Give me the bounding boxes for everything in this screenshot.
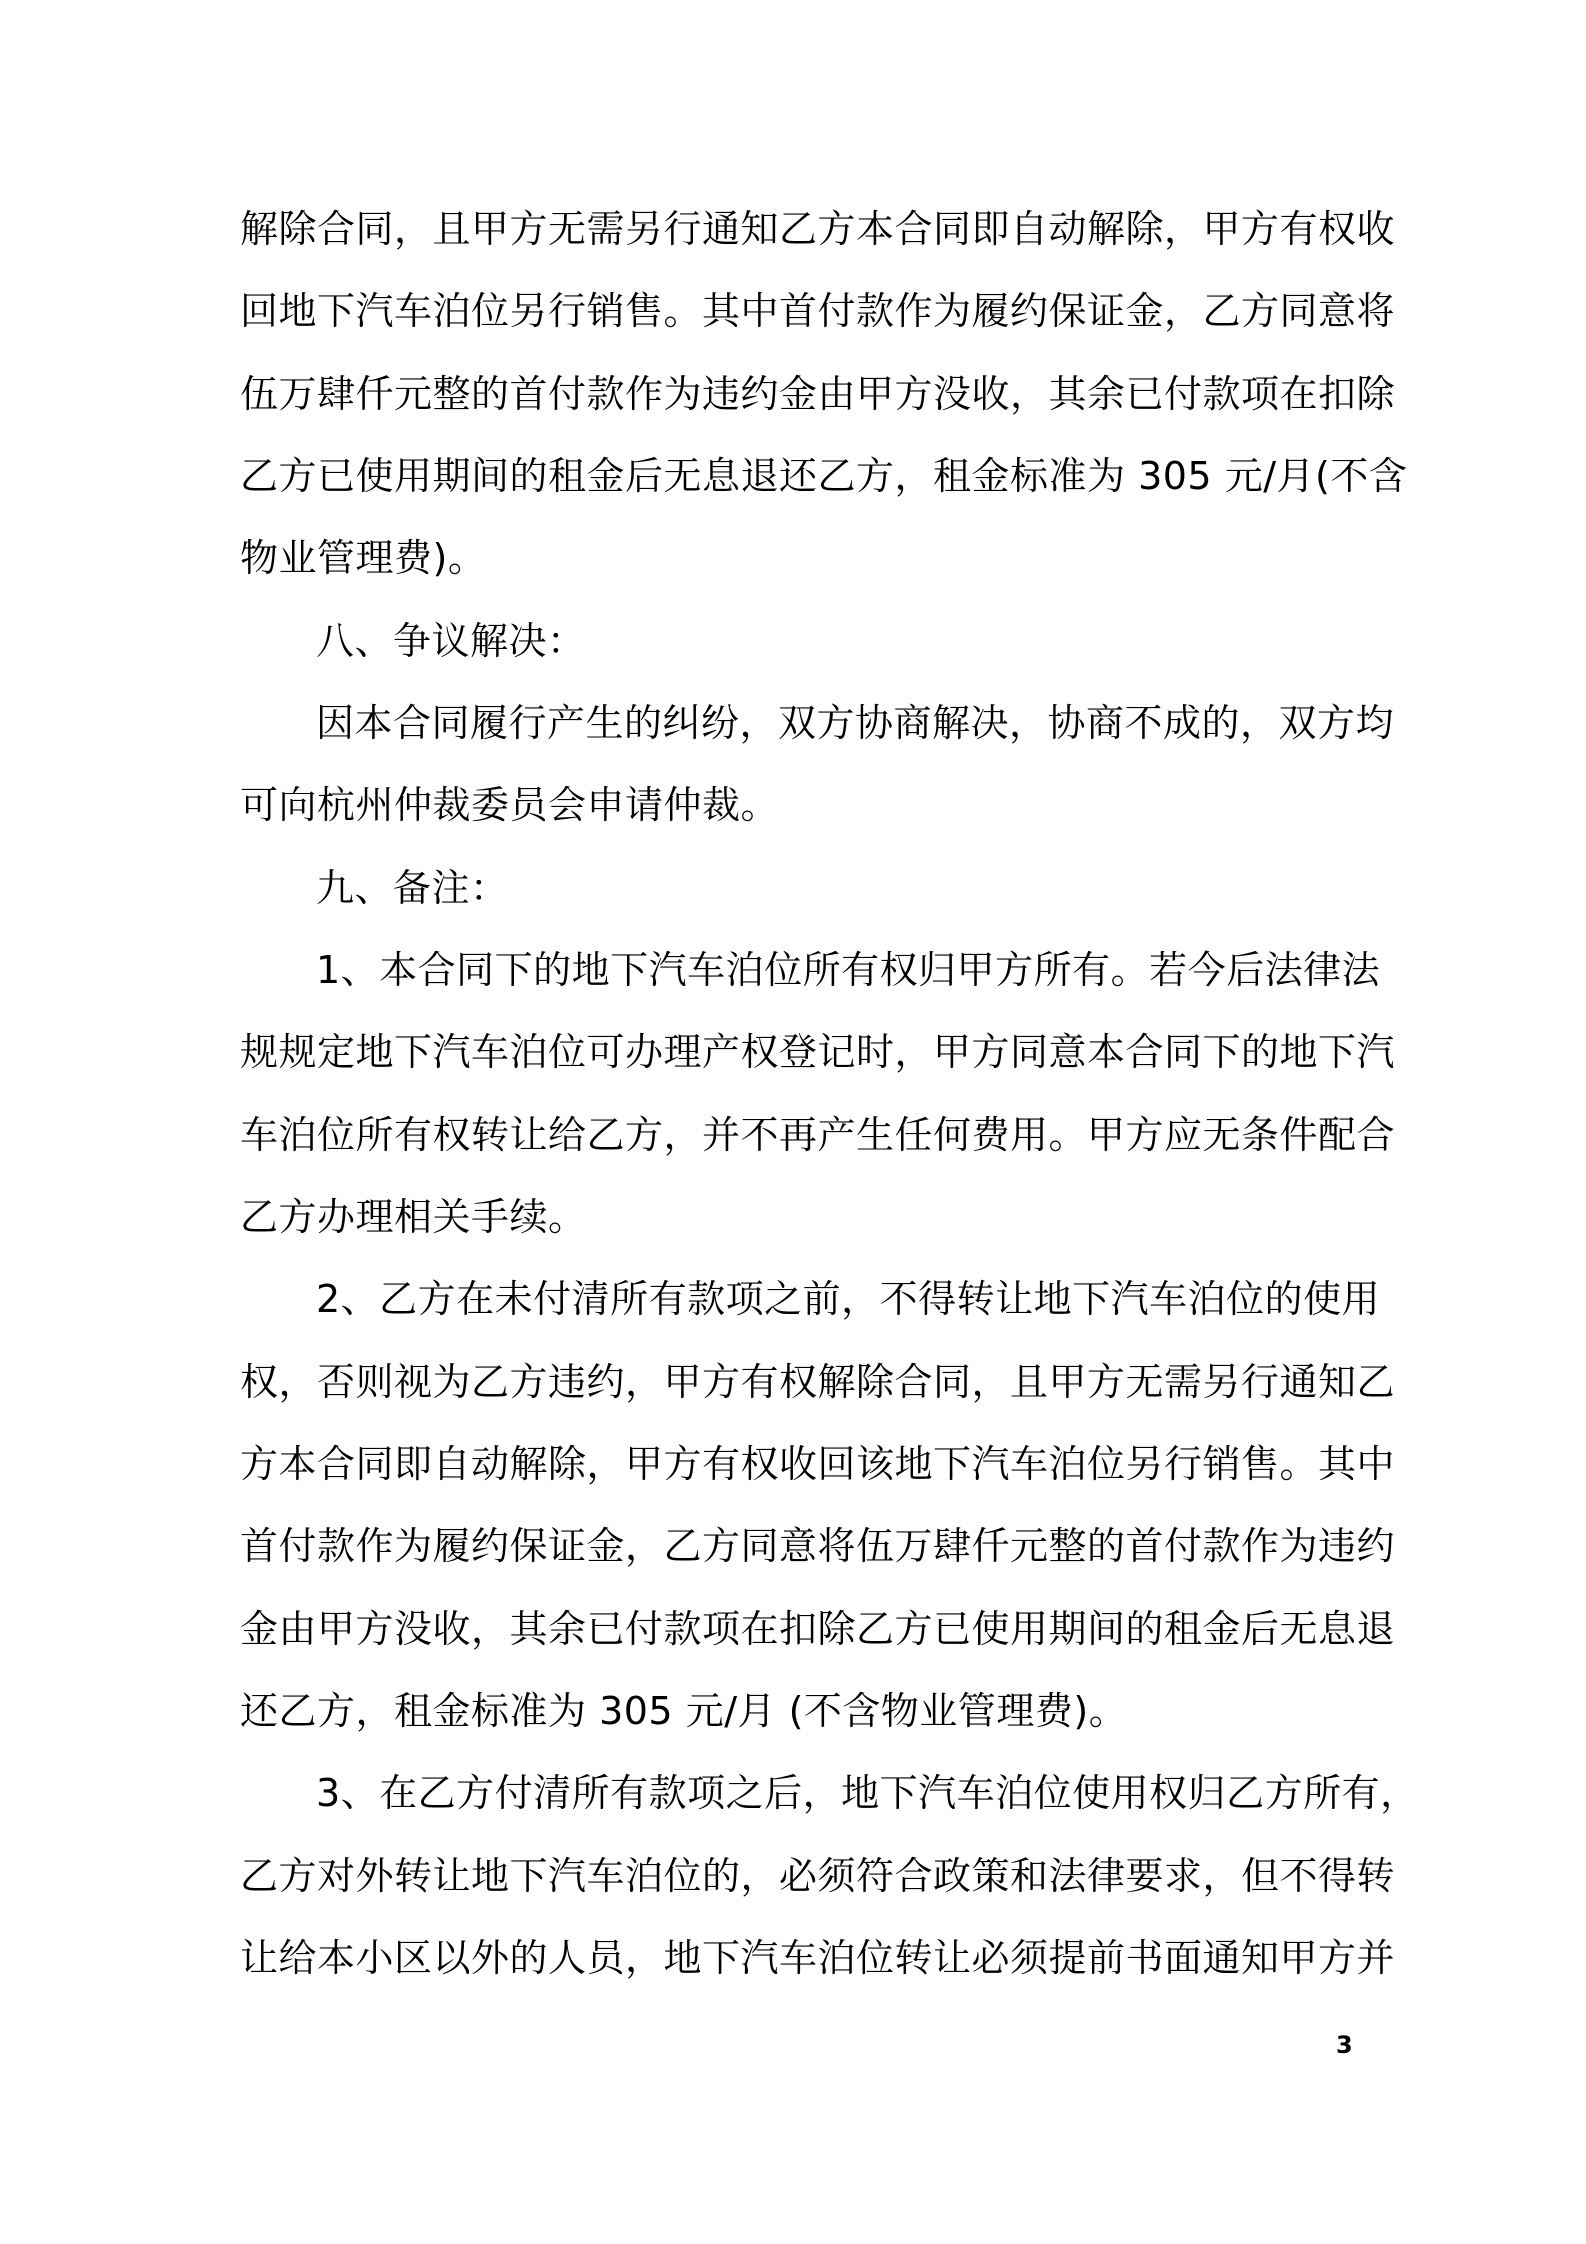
text-line: 权，否则视为乙方违约，甲方有权解除合同，且甲方无需另行通知乙	[240, 1360, 1396, 1404]
text-line: 方本合同即自动解除，甲方有权收回该地下汽车泊位另行销售。其中	[240, 1442, 1396, 1486]
text-line: 首付款作为履约保证金，乙方同意将伍万肆仟元整的首付款作为违约	[240, 1524, 1396, 1568]
text-line: 2、乙方在未付清所有款项之前，不得转让地下汽车泊位的使用	[316, 1277, 1381, 1321]
text-line: 车泊位所有权转让给乙方，并不再产生任何费用。甲方应无条件配合	[240, 1113, 1396, 1157]
text-line: 可向杭州仲裁委员会申请仲裁。	[240, 783, 780, 827]
text-line: 还乙方，租金标准为 305 元/月 (不含物业管理费)。	[240, 1689, 1128, 1733]
text-line: 乙方办理相关手续。	[240, 1195, 587, 1239]
page-number: 3	[1336, 2031, 1353, 2059]
text-line: 解除合同，且甲方无需另行通知乙方本合同即自动解除，甲方有权收	[240, 207, 1396, 251]
text-line: 乙方已使用期间的租金后无息退还乙方，租金标准为 305 元/月(不含	[240, 454, 1408, 498]
section-heading: 八、争议解决：	[316, 619, 586, 663]
text-line: 因本合同履行产生的纠纷，双方协商解决，协商不成的，双方均	[316, 701, 1395, 745]
text-line: 回地下汽车泊位另行销售。其中首付款作为履约保证金，乙方同意将	[240, 289, 1396, 333]
text-line: 规规定地下汽车泊位可办理产权登记时，甲方同意本合同下的地下汽	[240, 1030, 1396, 1074]
text-line: 3、在乙方付清所有款项之后，地下汽车泊位使用权归乙方所有，	[316, 1771, 1419, 1815]
text-line: 让给本小区以外的人员，地下汽车泊位转让必须提前书面通知甲方并	[240, 1936, 1396, 1980]
section-heading: 九、备注：	[316, 866, 509, 910]
text-line: 伍万肆仟元整的首付款作为违约金由甲方没收，其余已付款项在扣除	[240, 372, 1396, 416]
text-line: 乙方对外转让地下汽车泊位的，必须符合政策和法律要求，但不得转	[240, 1854, 1396, 1898]
text-line: 物业管理费)。	[240, 536, 487, 580]
text-line: 1、本合同下的地下汽车泊位所有权归甲方所有。若今后法律法	[316, 948, 1381, 992]
text-line: 金由甲方没收，其余已付款项在扣除乙方已使用期间的租金后无息退	[240, 1607, 1396, 1651]
